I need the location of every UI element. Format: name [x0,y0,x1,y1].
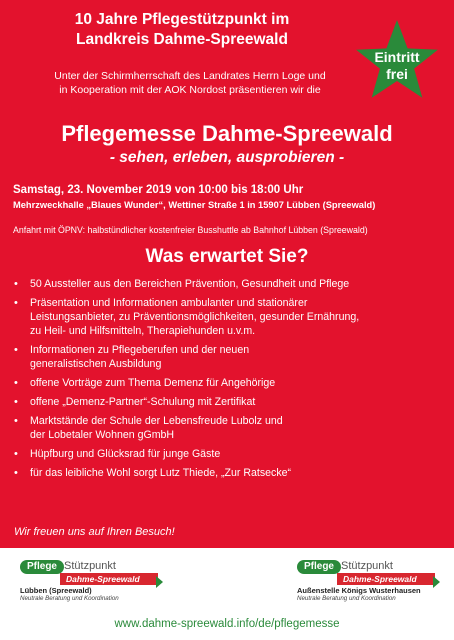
list-item [14,447,444,461]
list-item [14,343,444,371]
list-item-line: Hüpfburg und Glücksrad für junge Gäste [30,448,221,460]
bullet-icon: • [14,377,18,389]
event-date: Samstag, 23. November 2019 von 10:00 bis 18:00 Uhr [13,184,304,196]
list-item-line: der Lobetaler Wohnen gGmbH [30,429,175,441]
logo-pflege-mark: Pflege [297,560,341,574]
list-item [14,376,444,390]
bullet-icon: • [14,467,18,479]
heading-line-2: Landkreis Dahme-Spreewald [76,31,288,48]
logo-region-band: Dahme-Spreewald [337,573,435,585]
list-item-line: 50 Aussteller aus den Bereichen Prävention, Gesundheit und Pflege [30,278,350,290]
closing-text: Wir freuen uns auf Ihren Besuch! [14,526,175,538]
bullet-icon: • [14,415,18,427]
list-item-line: Präsentation und Informationen ambulanter und stationärer [30,297,308,309]
logo-location: Außenstelle Königs Wusterhausen [297,586,421,595]
logo-arrow-icon [433,576,440,588]
list-item-line: generalistischen Ausbildung [30,358,162,370]
footer-url[interactable]: www.dahme-spreewald.info/de/pflegemesse [114,618,340,630]
list-item [14,296,444,338]
bullet-icon: • [14,297,18,309]
list-item [14,414,444,442]
logo-arrow-icon [156,576,163,588]
list-item-line: Leistungsanbieter, zu Präventionsmöglichkeiten, gesunder Ernährung, [30,311,360,323]
event-title: Pflegemesse Dahme-Spreewald [61,121,393,146]
list-item-line: Marktstände der Schule der Lebensfreude Lubolz und [30,415,283,427]
transport-info: Anfahrt mit ÖPNV: halbstündlicher kostenfreier Busshuttle ab Bahnhof Lübben (Spreewald) [13,225,368,235]
logo-tagline: Neutrale Beratung und Koordination [297,595,396,602]
list-item-line: für das leibliche Wohl sorgt Lutz Thiede, „Zur Ratsecke“ [30,467,292,479]
list-item-line: offene Vorträge zum Thema Demenz für Angehörige [30,377,276,389]
list-item-line: offene „Demenz-Partner“-Schulung mit Zertifikat [30,396,256,408]
intro-text [14,69,366,97]
logo-stuetzpunkt-word: Stützpunkt [64,560,116,572]
list-item [14,395,444,409]
event-venue: Mehrzweckhalle „Blaues Wunder“, Wettiner Straße 1 in 15907 Lübben (Spreewald) [13,200,376,210]
free-entry-badge [352,18,442,108]
intro-line-2: in Kooperation mit der AOK Nordost präsentieren wir die [59,84,321,96]
heading-line-1: 10 Jahre Pflegestützpunkt im [74,11,290,28]
logo-tagline: Neutrale Beratung und Koordination [20,595,119,602]
program-list [14,277,444,485]
bullet-icon: • [14,396,18,408]
list-item [14,466,444,480]
section-heading: Was erwartet Sie? [145,246,309,267]
logo-luebben [20,554,180,610]
list-item-line: Informationen zu Pflegeberufen und der neuen [30,344,250,356]
logo-location: Lübben (Spreewald) [20,586,92,595]
list-item-line: zu Heil- und Hilfsmitteln, Therapiehunden u.v.m. [30,325,256,337]
logo-pflege-mark: Pflege [20,560,64,574]
logo-stuetzpunkt-word: Stützpunkt [341,560,393,572]
event-subtitle: - sehen, erleben, ausprobieren - [109,149,345,166]
intro-line-1: Unter der Schirmherrschaft des Landrates Herrn Loge und [54,70,326,82]
bullet-icon: • [14,344,18,356]
badge-line-1: Eintritt [374,49,420,65]
bullet-icon: • [14,448,18,460]
list-item [14,277,444,291]
logo-koenigs-wusterhausen [297,554,454,610]
anniversary-heading [22,10,342,50]
logo-region-band: Dahme-Spreewald [60,573,158,585]
bullet-icon: • [14,278,18,290]
badge-line-2: frei [386,66,408,82]
